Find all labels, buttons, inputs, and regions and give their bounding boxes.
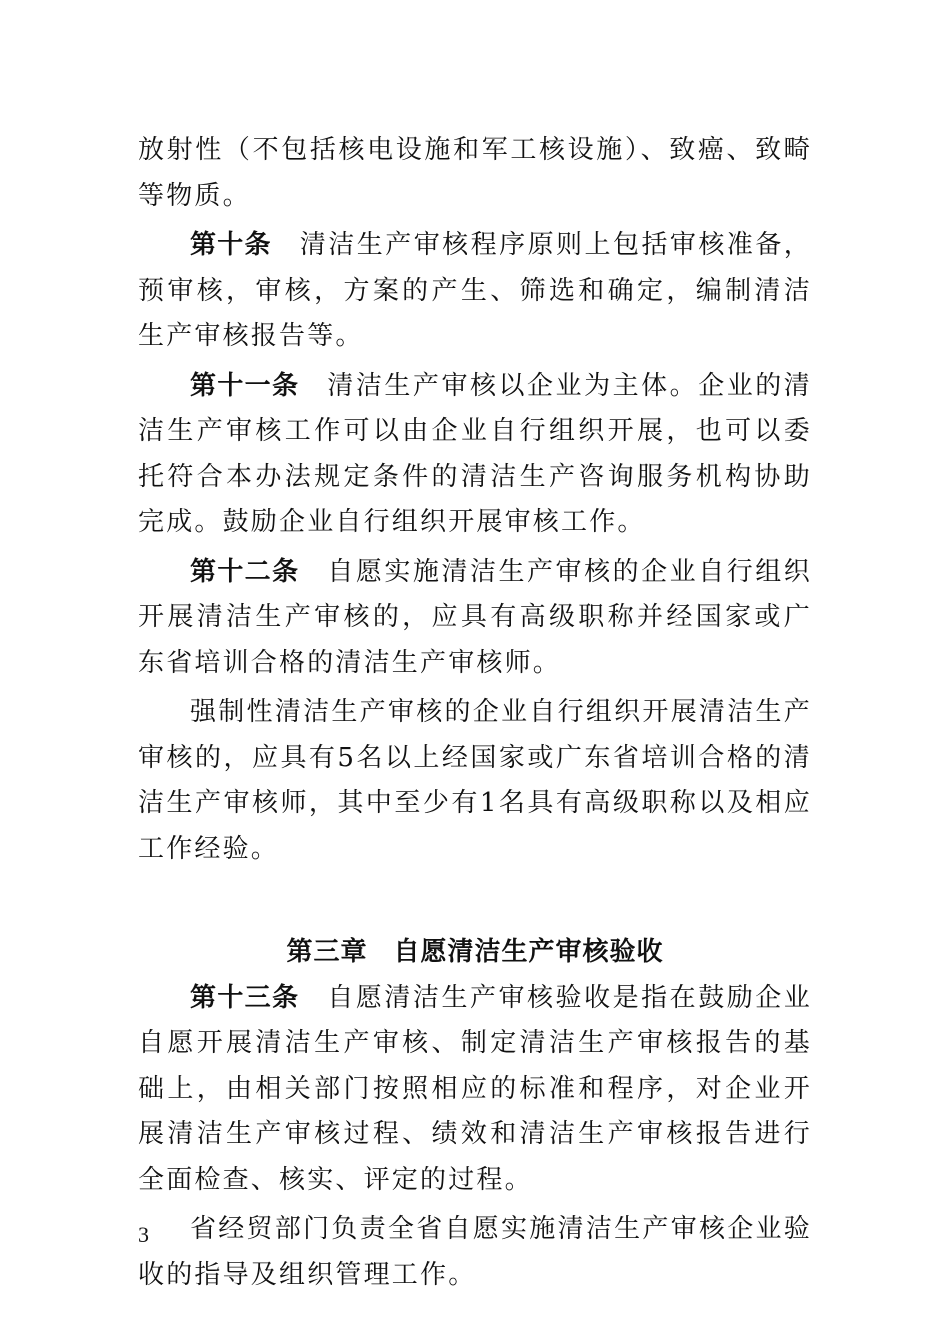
paragraph-text: 放射性（不包括核电设施和军工核设施）、致癌、致畸等物质。 (138, 135, 812, 211)
article-13-paragraph-2 (138, 1207, 812, 1298)
chapter-heading (138, 930, 812, 976)
page-number: 3 (138, 1222, 149, 1247)
paragraph-text: 省经贸部门负责全省自愿实施清洁生产审核企业验收的指导及组织管理工作。 (138, 1214, 812, 1290)
article-11 (138, 364, 812, 546)
article-number: 第十三条 (190, 982, 300, 1013)
paragraph-text: 自愿清洁生产审核验收是指在鼓励企业自愿开展清洁生产审核、制定清洁生产审核报告的基础上，由相关部门按照相应的标准和程序，对企业开展清洁生产审核过程、绩效和清洁生产审核报告进行全面检查、核实、评定的过程。 (138, 982, 812, 1195)
document-page (138, 128, 812, 1302)
chapter-title: 自愿清洁生产审核验收 (393, 937, 664, 967)
paragraph-text: 清洁生产审核以企业为主体。企业的清洁生产审核工作可以由企业自行组织开展，也可以委托符合本办法规定条件的清洁生产咨询服务机构协助完成。鼓励企业自行组织开展审核工作。 (138, 370, 812, 537)
paragraph-text: 自愿实施清洁生产审核的企业自行组织开展清洁生产审核的，应具有高级职称并经国家或广东省培训合格的清洁生产审核师。 (138, 556, 812, 678)
paragraph-text: 强制性清洁生产审核的企业自行组织开展清洁生产审核的，应具有5名以上经国家或广东省培训合格的清洁生产审核师，其中至少有1名具有高级职称以及相应工作经验。 (138, 697, 812, 864)
article-12-paragraph-2 (138, 690, 812, 872)
article-13 (138, 976, 812, 1204)
paragraph-text: 清洁生产审核程序原则上包括审核准备，预审核，审核，方案的产生、筛选和确定，编制清洁生产审核报告等。 (138, 230, 812, 351)
chapter-number: 第三章 (286, 937, 368, 967)
paragraph-continuation (138, 128, 812, 219)
article-12 (138, 550, 812, 687)
article-number: 第十一条 (190, 370, 300, 401)
article-number: 第十条 (190, 230, 272, 260)
article-10 (138, 223, 812, 360)
article-number: 第十二条 (190, 556, 300, 587)
